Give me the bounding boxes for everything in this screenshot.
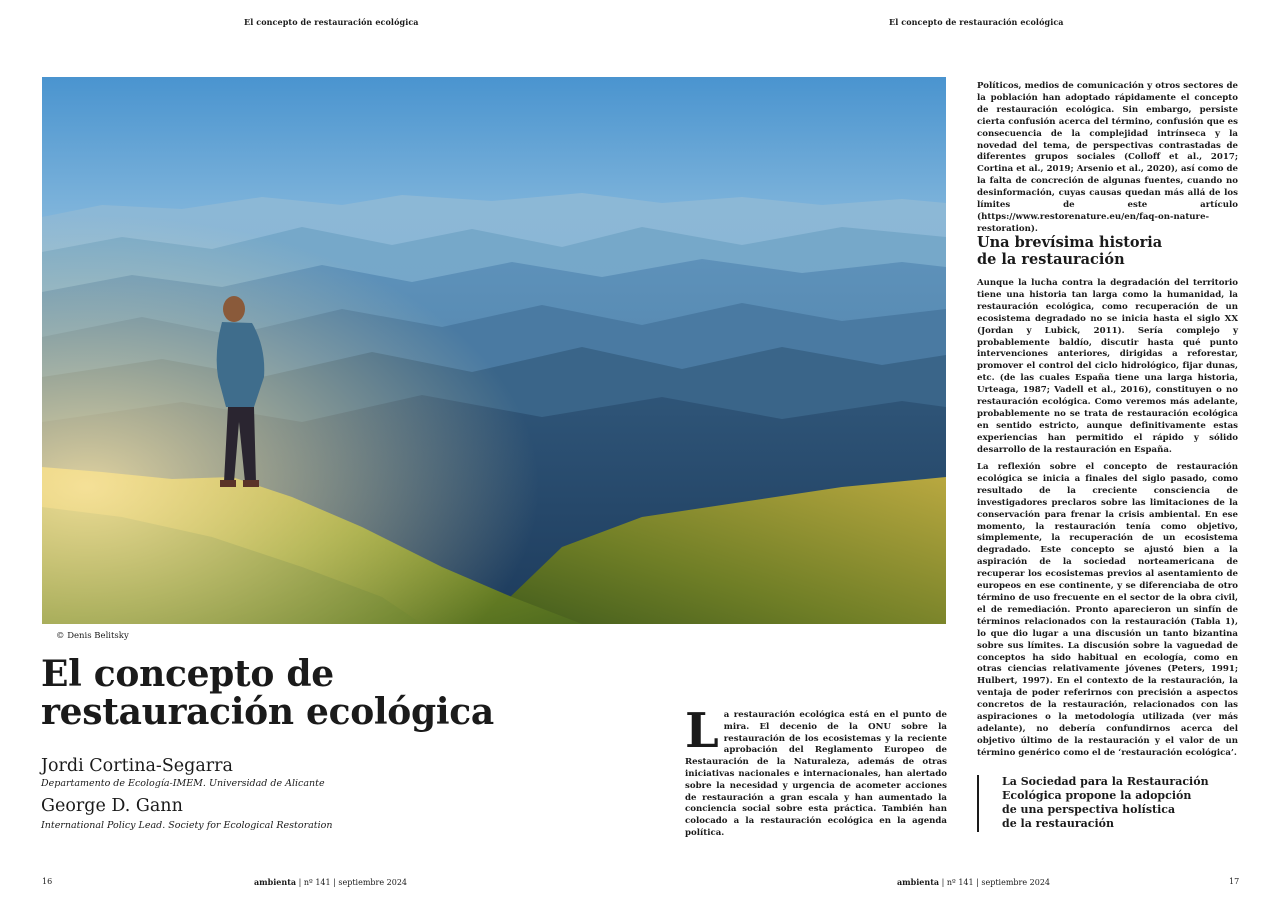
article-title-line: El concepto de bbox=[41, 653, 334, 695]
page-number-left: 16 bbox=[42, 877, 53, 886]
photo-credit: © Denis Belitsky bbox=[56, 631, 129, 641]
drop-cap: L bbox=[685, 703, 719, 759]
author-name: Jordi Cortina-Segarra bbox=[41, 756, 233, 776]
running-head-right: El concepto de restauración ecológica bbox=[889, 17, 1064, 27]
author-name: George D. Gann bbox=[41, 796, 183, 816]
pullquote-line: de la restauración bbox=[1002, 817, 1114, 830]
article-title-line: restauración ecológica bbox=[41, 691, 494, 733]
issue-info: | nº 141 | septiembre 2024 bbox=[296, 878, 408, 887]
body-text: La reflexión sobre el concepto de restauración ecológica se inicia a finales del siglo pasado, como resultado de la creciente consciencia de investigadores preclaros sobre las limitaciones de la conservación para frenar la crisis ambiental. En ese momento, la restauración tenía como objetivo, simplemente, la recuperación de un ecosistema degradado. Este concepto se ajustó bien a la aspiración de la sociedad norteamericana de recuperar los ecosistemas previos al asentamiento de europeos en ese continente, y se diferenciaba de otro término de uso frecuente en el sector de la obra civil, el de remediación. Pronto aparecieron un sinfín de términos relacionados con la restauración (Tabla 1), lo que dio lugar a una discusión un tanto bizantina sobre sus límites. La discusión sobre la vaguedad de conceptos ha sido habitual en ecología, como en otras ciencias relativamente jóvenes (Peters, 1991; Hulbert, 1997). En el contexto de la restauración, la ventaja de poder referirnos con precisión a aspectos concretos de la restauración, relacionados con las aspiraciones o la metodología utilizada (ver más adelante), no debería confundirnos acerca del objetivo último de la restauración y el valor de un término genérico como el de ‘restauración ecológica’. bbox=[977, 462, 1238, 758]
pullquote-line: de una perspectiva holística bbox=[1002, 803, 1176, 816]
page-number-right: 17 bbox=[1229, 877, 1240, 886]
section-heading-line: de la restauración bbox=[977, 251, 1125, 268]
issue-info: | nº 141 | septiembre 2024 bbox=[939, 878, 1051, 887]
body-paragraph bbox=[977, 81, 1238, 236]
author-affiliation: International Policy Lead. Society for Ecological Restoration bbox=[41, 820, 333, 831]
intro-text: a restauración ecológica está en el punto de mira. El decenio de la ONU sobre la restauración de los ecosistemas y la reciente aprobación del Reglamento Europeo de Restauración de la Naturaleza, además de otras iniciativas nacionales e internacionales, han alertado sobre la necesidad y urgencia de acometer acciones de restauración a gran escala y han aumentado la conciencia social sobre esta práctica. También han colocado a la restauración ecológica en la agenda política. bbox=[685, 710, 947, 838]
magazine-name: ambienta bbox=[897, 877, 940, 887]
section-heading-line: Una brevísima historia bbox=[977, 234, 1163, 251]
body-text: Políticos, medios de comunicación y otros sectores de la población han adoptado rápidamente el concepto de restauración ecológica. Sin embargo, persiste cierta confusión acerca del término, confusión que es consecuencia de la complejidad intrínseca y la novedad del tema, de perspectivas contrastadas de diferentes grupos sociales (Colloff et al., 2017; Cortina et al., 2019; Arsenio et al., 2020), así como de la falta de concreción de algunas fuentes, cuando no desinformación, cuyas causas quedan más allá de los límites de este artículo (https://www.restorenature.eu/en/faq-on-nature-restoration). bbox=[977, 81, 1238, 234]
body-text: Aunque la lucha contra la degradación del territorio tiene una historia tan larga como la humanidad, la restauración ecológica, como recuperación de un ecosistema degradado no se inicia hasta el siglo XX (Jordan y Lubick, 2011). Sería complejo y probablemente baldío, discutir hasta qué punto intervenciones anteriores, dirigidas a reforestar, promover el control del ciclo hidrológico, fijar dunas, etc. (de las cuales España tiene una larga historia, Urteaga, 1987; Vadell et al., 2016), constituyen o no restauración ecológica. Como veremos más adelante, probablemente no se trata de restauración ecológica en sentido estricto, aunque definitivamente estas experiencias han permitido el rápido y sólido desarrollo de la restauración en España. bbox=[977, 278, 1238, 455]
footer-issue-right bbox=[897, 877, 1050, 887]
pullquote-line: La Sociedad para la Restauración bbox=[1002, 775, 1209, 788]
magazine-name: ambienta bbox=[254, 877, 297, 887]
section-heading bbox=[977, 234, 1238, 268]
pullquote bbox=[1002, 775, 1232, 831]
body-paragraph bbox=[977, 462, 1238, 760]
pullquote-rule bbox=[977, 775, 979, 832]
author-affiliation: Departamento de Ecología-IMEM. Universidad de Alicante bbox=[41, 778, 325, 789]
hero-photo bbox=[42, 77, 946, 624]
footer-issue-left bbox=[254, 877, 407, 887]
running-head-left: El concepto de restauración ecológica bbox=[244, 17, 419, 27]
article-title bbox=[41, 655, 661, 731]
intro-paragraph bbox=[685, 703, 947, 840]
pullquote-line: Ecológica propone la adopción bbox=[1002, 789, 1192, 802]
body-paragraph bbox=[977, 278, 1238, 457]
